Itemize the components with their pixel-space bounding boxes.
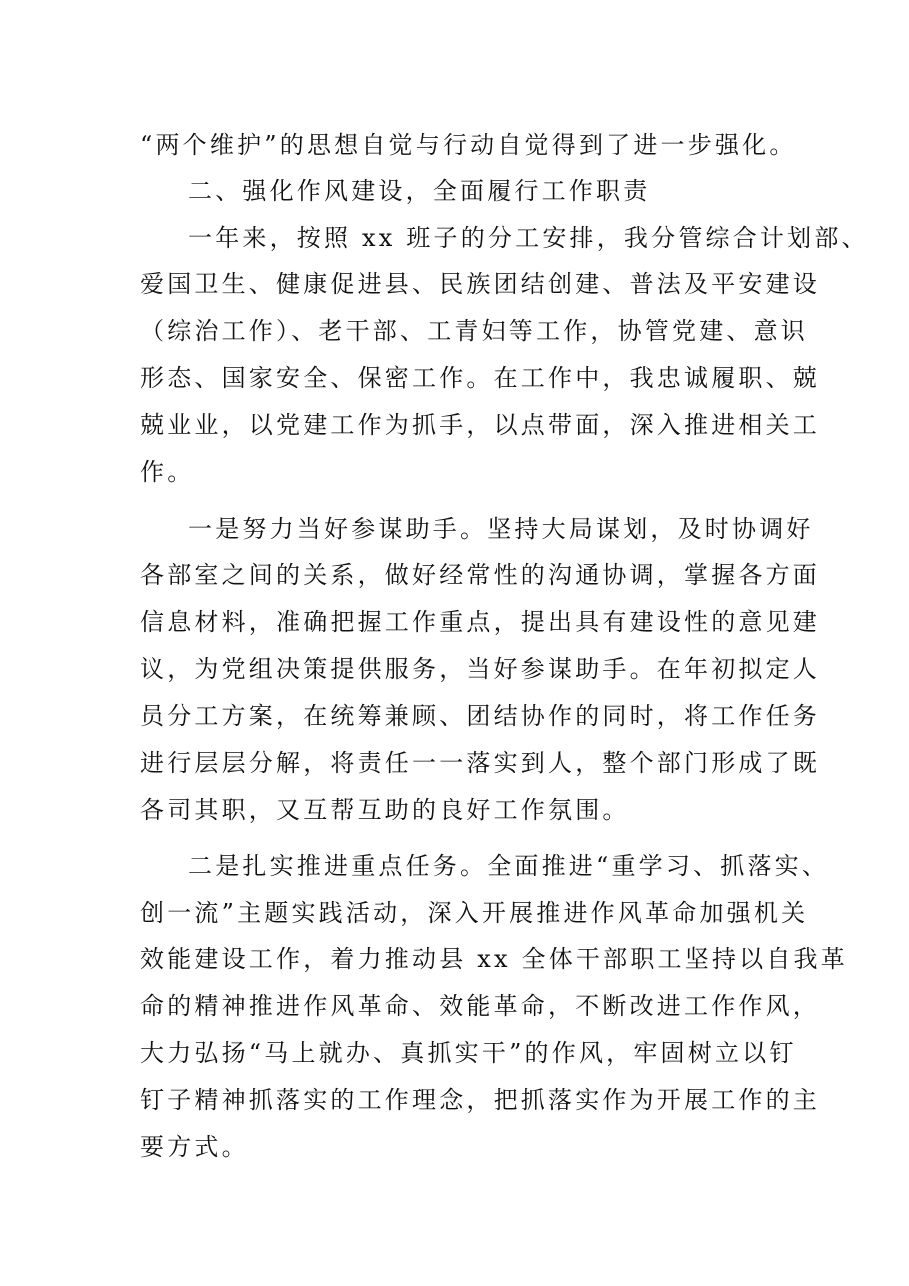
text-line: 进行层层分解，将责任一一落实到人，整个部门形成了既 xyxy=(140,749,820,777)
text-line: 议，为党组决策提供服务，当好参谋助手。在年初拟定人 xyxy=(140,655,820,683)
text-line: 命的精神推进作风革命、效能革命，不断改进工作作风， xyxy=(140,992,820,1020)
text-line: 爱国卫生、健康促进县、民族团结创建、普法及平安建设 xyxy=(140,270,820,298)
text-line: 效能建设工作，着力推动县 xx 全体干部职工坚持以自我革 xyxy=(140,945,848,973)
text-line: 一年来，按照 xx 班子的分工安排，我分管综合计划部、 xyxy=(188,224,869,252)
text-line: 各司其职，又互帮互助的良好工作氛围。 xyxy=(140,796,630,824)
text-line: 员分工方案，在统筹兼顾、团结协作的同时，将工作任务 xyxy=(140,702,820,730)
text-line: 要方式。 xyxy=(140,1133,249,1161)
text-line: 信息材料，准确把握工作重点，提出具有建设性的意见建 xyxy=(140,608,820,636)
text-line: 各部室之间的关系，做好经常性的沟通协调，掌握各方面 xyxy=(140,561,820,589)
text-line: 一是努力当好参谋助手。坚持大局谋划，及时协调好 xyxy=(188,515,814,543)
text-line: 钉子精神抓落实的工作理念，把抓落实作为开展工作的主 xyxy=(140,1086,820,1114)
text-line: 兢业业，以党建工作为抓手，以点带面，深入推进相关工 xyxy=(140,411,820,439)
text-line: 创一流”主题实践活动，深入开展推进作风革命加强机关 xyxy=(140,899,809,927)
text-line: 大力弘扬“马上就办、真抓实干”的作风，牢固树立以钉 xyxy=(140,1039,797,1067)
text-line: “两个维护”的思想自觉与行动自觉得到了进一步强化。 xyxy=(140,131,797,159)
text-line: 二是扎实推进重点任务。全面推进“重学习、抓落实、 xyxy=(188,852,830,880)
text-line: 作。 xyxy=(140,458,195,486)
text-line: （综治工作）、老干部、工青妇等工作，协管党建、意识 xyxy=(140,317,808,345)
section-heading: 二、强化作风建设，全面履行工作职责 xyxy=(188,177,651,205)
text-line: 形态、国家安全、保密工作。在工作中，我忠诚履职、兢 xyxy=(140,364,820,392)
